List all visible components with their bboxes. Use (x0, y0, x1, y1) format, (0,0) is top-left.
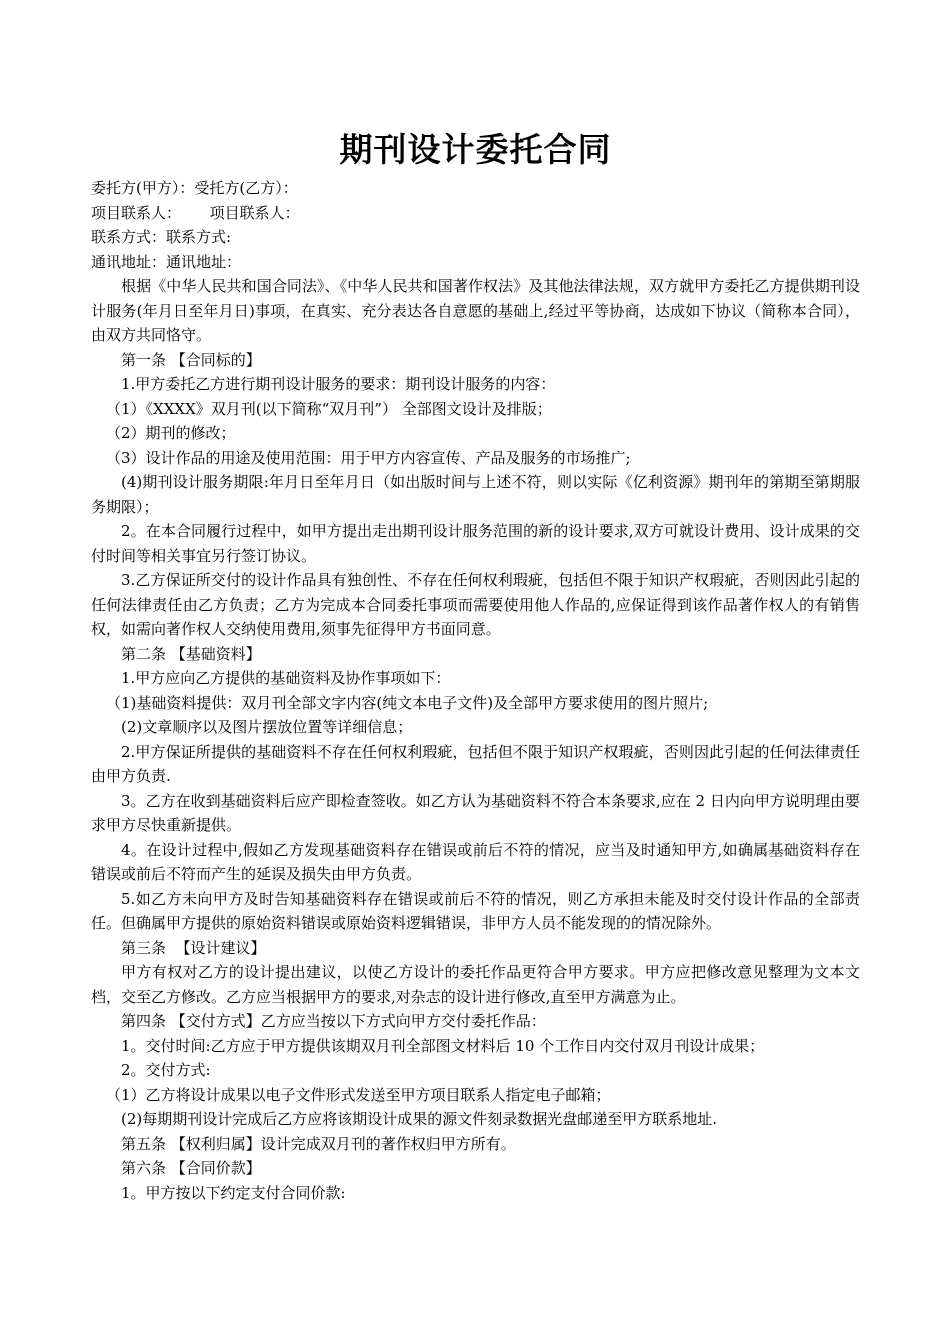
contract-paragraph: 3。乙方在收到基础资料后应产即检查签收。如乙方认为基础资料不符合本条要求,应在 2 日内向甲方说明理由要求甲方尽快重新提供。 (91, 791, 860, 834)
contract-paragraph: 第三条 【设计建议】 (121, 938, 266, 957)
preamble-paragraph: 根据《中华人民共和国合同法》、《中华人民共和国著作权法》及其他法律法规，双方就甲方委托乙方提供期刊设计服务(年月日至年月日)事项，在真实、充分表达各自意愿的基础上,经过平等协商，达成如下协议（简称本合同），由双方共同恪守。 (91, 277, 860, 344)
contract-paragraph: 第六条 【合同价款】 (121, 1159, 261, 1177)
contract-paragraph: 2。交付方式: (121, 1061, 211, 1079)
contract-paragraph: （3）设计作品的用途及使用范围：用于甲方内容宣传、产品及服务的市场推广; (106, 448, 631, 467)
contract-paragraph: 1。交付时间:乙方应于甲方提供该期双月刊全部图文材料后 10 个工作日内交付双月刊设计成果； (121, 1036, 765, 1055)
contract-paragraph: （2）期刊的修改； (106, 424, 236, 442)
contract-paragraph: 第五条 【权利归属】设计完成双月刊的著作权归甲方所有。 (121, 1134, 516, 1153)
contract-paragraph: (2)文章顺序以及图片摆放位置等详细信息； (121, 718, 413, 736)
contract-paragraph: 第四条 【交付方式】乙方应当按以下方式向甲方交付委托作品： (121, 1012, 546, 1030)
header-line: 委托方(甲方）：受托方(乙方）： (91, 179, 298, 197)
header-line: 通讯地址：通讯地址： (91, 252, 242, 271)
contract-clauses (91, 348, 860, 1206)
contract-paragraph: 4。在设计过程中,假如乙方发现基础资料存在错误或前后不符的情况，应当及时通知甲方,如确属基础资料存在错误或前后不符而产生的延误及损失由甲方负责。 (91, 840, 860, 883)
contract-paragraph: 2.甲方保证所提供的基础资料不存在任何权利瑕疵，包括但不限于知识产权瑕疵，否则因此引起的任何法律责任由甲方负责. (91, 742, 860, 785)
contract-paragraph: 1.甲方委托乙方进行期刊设计服务的要求：期刊设计服务的内容： (121, 375, 556, 393)
contract-paragraph: 第二条 【基础资料】 (121, 644, 261, 663)
contract-paragraph: (2)每期期刊设计完成后乙方应将该期设计成果的源文件刻录数据光盘邮递至甲方联系地址. (121, 1110, 718, 1128)
contract-paragraph: (4)期刊设计服务期限:年月日至年月日（如出版时间与上述不符，则以实际《亿利资源》期刊年的第期至第期服务期限）； (91, 473, 860, 516)
contract-paragraph: 2。在本合同履行过程中，如甲方提出走出期刊设计服务范围的新的设计要求,双方可就设计费用、设计成果的交付时间等相关事宜另行签订协议。 (91, 522, 860, 565)
contract-paragraph: 甲方有权对乙方的设计提出建议，以使乙方设计的委托作品更符合甲方要求。甲方应把修改意见整理为文本文档，交至乙方修改。乙方应当根据甲方的要求,对杂志的设计进行修改,直至甲方满意为止。 (91, 963, 860, 1006)
header-line: 联系方式：联系方式: (91, 228, 232, 246)
contract-paragraph: 5.如乙方未向甲方及时告知基础资料存在错误或前后不符的情况，则乙方承担未能及时交付设计作品的全部责任。但确属甲方提供的原始资料错误或原始资料逻辑错误，非甲方人员不能发现的的情况除外。 (91, 889, 860, 932)
contract-paragraph: （1）乙方将设计成果以电子文件形式发送至甲方项目联系人指定电子邮箱； (106, 1085, 611, 1104)
contract-paragraph: 1.甲方应向乙方提供的基础资料及协作事项如下： (121, 669, 451, 687)
contract-paragraph: （1）《XXXX》双月刊(以下简称“双月刊”） 全部图文设计及排版； (106, 399, 552, 418)
document-body (91, 176, 860, 1205)
contract-paragraph: （1)基础资料提供：双月刊全部文字内容(纯文本电子文件)及全部甲方要求使用的图片照片; (106, 693, 709, 712)
contract-paragraph: 3.乙方保证所交付的设计作品具有独创性、不存在任何权利瑕疵，包括但不限于知识产权瑕疵，否则因此引起的任何法律责任由乙方负责；乙方为完成本合同委托事项而需要使用他人作品的,应保证得到该作品著作权人的有销售权，如需向著作权人交纳使用费用,须事先征得甲方书面同意。 (91, 571, 860, 638)
contract-paragraph: 第一条 【合同标的】 (121, 350, 261, 369)
header-line: 项目联系人： 项目联系人： (91, 203, 300, 222)
document-title: 期刊设计委托合同 (339, 130, 612, 169)
contract-paragraph: 1。甲方按以下约定支付合同价款: (121, 1183, 346, 1202)
